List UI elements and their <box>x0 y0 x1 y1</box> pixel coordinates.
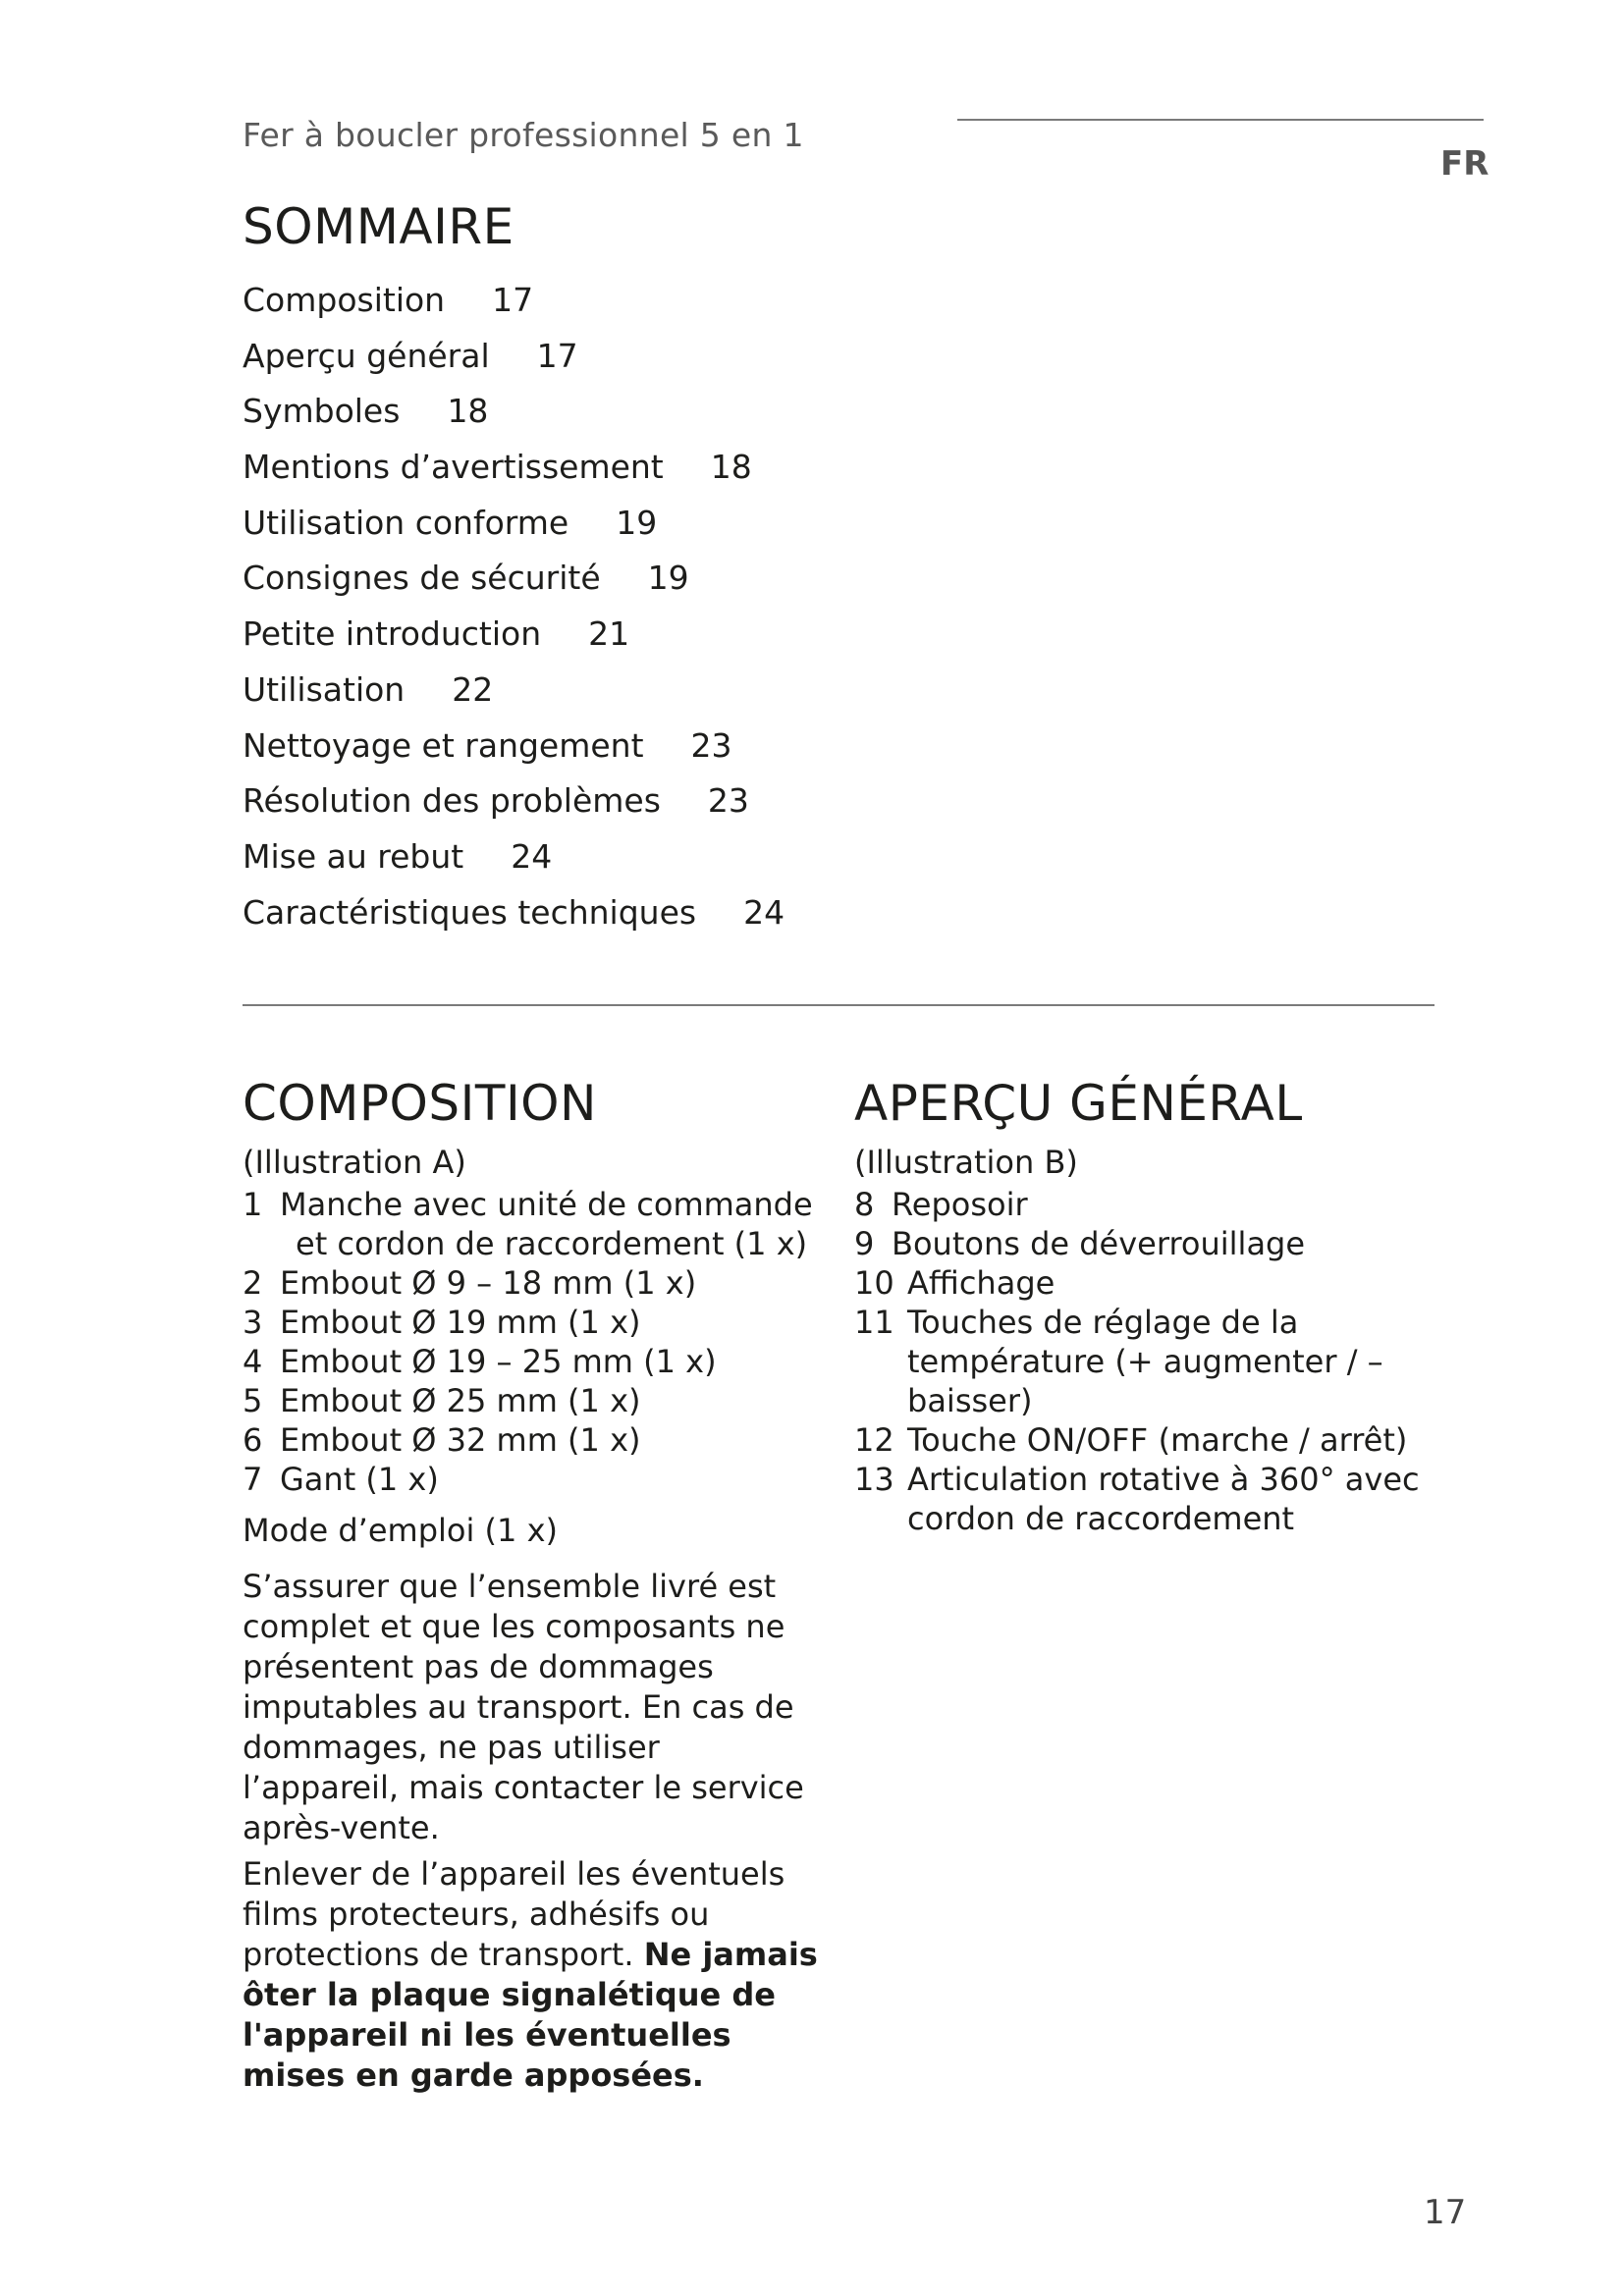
toc-item-label: Utilisation conforme <box>243 503 569 542</box>
item-number: 8 <box>854 1186 875 1223</box>
toc-item-label: Consignes de sécurité <box>243 559 601 598</box>
toc-item-page: 19 <box>616 503 658 542</box>
item-text: Touches de réglage de la température (+ augmenter / – baisser) <box>907 1304 1383 1419</box>
item-text-suffix: (marche / arrêt) <box>1148 1421 1408 1459</box>
toc-item[interactable] <box>243 551 785 607</box>
page-number: 17 <box>1424 2193 1467 2232</box>
item-text: Manche avec unité de commande <box>280 1186 813 1223</box>
item-number: 2 <box>243 1264 263 1302</box>
warning-text: Ne jamais ôter la plaque signalétique de l'appareil ni les éventuelles mises en garde apposées. <box>243 1936 818 2094</box>
list-item <box>854 1420 1443 1460</box>
item-text-continued: et cordon de raccordement (1 x) <box>296 1225 808 1262</box>
toc-item[interactable] <box>243 496 785 552</box>
toc-item-label: Symboles <box>243 392 401 431</box>
toc-item-label: Résolution des problèmes <box>243 781 661 821</box>
toc-item[interactable] <box>243 663 785 719</box>
item-number: 12 <box>854 1421 894 1459</box>
item-text: Embout Ø 9 – 18 mm (1 x) <box>280 1264 697 1302</box>
overview-subtitle: (Illustration B) <box>854 1144 1078 1181</box>
toc-item-page: 18 <box>447 392 489 431</box>
list-item <box>243 1303 822 1342</box>
list-item <box>243 1420 822 1460</box>
header-title: Fer à boucler professionnel 5 en 1 <box>243 116 804 154</box>
section-divider <box>243 1004 1435 1006</box>
toc-item-page: 22 <box>452 669 494 709</box>
item-text: Affichage <box>907 1264 1056 1302</box>
toc-item-label: Utilisation <box>243 669 406 709</box>
list-item <box>854 1303 1443 1420</box>
toc-item-page: 21 <box>588 614 630 654</box>
toc-item[interactable] <box>243 774 785 829</box>
toc-item-label: Petite introduction <box>243 614 542 654</box>
item-text: Reposoir <box>892 1186 1028 1223</box>
toc-item[interactable] <box>243 885 785 941</box>
language-code: FR <box>1440 144 1489 184</box>
toc-item-label: Mentions d’avertissement <box>243 448 664 487</box>
list-item <box>243 1263 822 1303</box>
toc-item-page: 17 <box>536 336 578 375</box>
item-number: 11 <box>854 1304 894 1341</box>
toc-item-page: 23 <box>690 725 732 765</box>
item-number: 7 <box>243 1461 263 1498</box>
toc-item[interactable] <box>243 719 785 774</box>
item-text: Embout Ø 19 mm (1 x) <box>280 1304 641 1341</box>
list-item <box>854 1185 1443 1224</box>
protection-paragraph <box>243 1854 822 2096</box>
protection-text: Enlever de l’appareil les éventuels films protecteurs, adhésifs ou protections de transport. <box>243 1855 785 1973</box>
list-item <box>854 1224 1443 1263</box>
toc-item[interactable] <box>243 384 785 440</box>
item-number: 1 <box>243 1186 263 1223</box>
manual-item: Mode d’emploi (1 x) <box>243 1512 558 1549</box>
item-text-prefix: Touche <box>907 1421 1027 1459</box>
composition-subtitle: (Illustration A) <box>243 1144 466 1181</box>
item-number: 6 <box>243 1421 263 1459</box>
delivery-check-paragraph: S’assurer que l’ensemble livré est complet et que les composants ne présentent pas de dommages imputables au transport. En cas de dommages, ne pas utiliser l’appareil, mais contacter le service après-vente. <box>243 1568 804 1846</box>
composition-title: COMPOSITION <box>243 1075 597 1132</box>
item-number: 5 <box>243 1382 263 1419</box>
toc-item[interactable] <box>243 440 785 496</box>
toc-item-label: Caractéristiques techniques <box>243 892 697 932</box>
table-of-contents <box>243 273 785 940</box>
item-text: Boutons de déverrouillage <box>892 1225 1306 1262</box>
toc-item-page: 24 <box>743 892 785 932</box>
toc-item[interactable] <box>243 329 785 385</box>
header-rule <box>957 119 1484 121</box>
item-number: 9 <box>854 1225 875 1262</box>
list-item <box>854 1263 1443 1303</box>
on-off-label: ON/OFF <box>1026 1421 1149 1459</box>
item-number: 3 <box>243 1304 263 1341</box>
item-text: Articulation rotative à 360° avec cordon de raccordement <box>907 1461 1420 1537</box>
toc-item[interactable] <box>243 829 785 885</box>
item-text: Embout Ø 25 mm (1 x) <box>280 1382 641 1419</box>
toc-item[interactable] <box>243 607 785 663</box>
composition-notes <box>243 1567 822 2102</box>
toc-title: SOMMAIRE <box>243 198 514 255</box>
item-text: Embout Ø 32 mm (1 x) <box>280 1421 641 1459</box>
item-text: Embout Ø 19 – 25 mm (1 x) <box>280 1343 717 1380</box>
list-item <box>243 1381 822 1420</box>
toc-item-label: Aperçu général <box>243 336 490 375</box>
composition-list <box>243 1185 822 1499</box>
toc-item-label: Nettoyage et rangement <box>243 725 644 765</box>
toc-item-label: Mise au rebut <box>243 836 464 876</box>
list-item <box>854 1460 1443 1538</box>
item-text: Gant (1 x) <box>280 1461 439 1498</box>
item-number: 10 <box>854 1264 894 1302</box>
toc-item[interactable] <box>243 273 785 329</box>
toc-item-page: 23 <box>707 781 749 821</box>
item-number: 13 <box>854 1461 894 1498</box>
overview-title: APERÇU GÉNÉRAL <box>854 1075 1303 1132</box>
list-item <box>243 1460 822 1499</box>
toc-item-page: 19 <box>647 559 689 598</box>
toc-item-page: 17 <box>492 281 534 319</box>
toc-item-page: 18 <box>710 448 752 487</box>
overview-list <box>854 1185 1443 1538</box>
list-item <box>243 1342 822 1381</box>
toc-item-page: 24 <box>511 836 553 876</box>
list-item <box>243 1185 822 1263</box>
item-number: 4 <box>243 1343 263 1380</box>
toc-item-label: Composition <box>243 281 446 319</box>
